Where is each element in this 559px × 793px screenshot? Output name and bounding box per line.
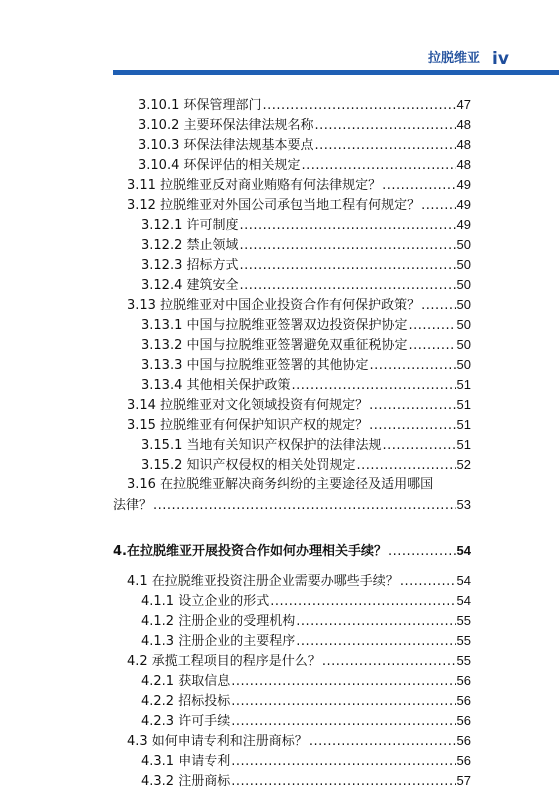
toc-leader-dots [239, 216, 455, 235]
toc-entry-3-13-4[interactable] [141, 375, 471, 395]
toc-entry-title: 4.1.2 注册企业的受理机构 [141, 614, 296, 629]
toc-entry-title: 3.13 拉脱维亚对中国企业投资合作有何保护政策？ [127, 298, 421, 313]
toc-leader-dots [301, 156, 455, 175]
toc-entry-3-12-2[interactable] [141, 235, 471, 255]
toc-leader-dots [421, 296, 455, 315]
toc-leader-dots [400, 572, 456, 591]
toc-entry-3-10-4[interactable] [138, 155, 471, 175]
toc-entry-title: 4.2.2 招标投标 [141, 694, 231, 709]
toc-leader-dots [314, 136, 455, 155]
toc-entry-title: 3.14 拉脱维亚对文化领域投资有何规定？ [127, 398, 369, 413]
toc-leader-dots [388, 542, 456, 561]
toc-entry-page: 54 [456, 593, 471, 608]
toc-entry-title: 3.12.4 建筑安全 [141, 278, 239, 293]
toc-entry-title: 4.1 在拉脱维亚投资注册企业需要办哪些手续？ [127, 574, 399, 589]
toc-entry-title: 3.10.4 环保评估的相关规定 [138, 158, 301, 173]
toc-entry-page: 50 [456, 257, 471, 272]
toc-entry-4-2-1[interactable] [141, 671, 471, 691]
toc-leader-dots [356, 456, 455, 475]
toc-entry-title: 4.1.1 设立企业的形式 [141, 594, 270, 609]
toc-entry-page: 57 [456, 773, 471, 788]
toc-entry-4-2-3[interactable] [141, 711, 471, 731]
toc-leader-dots [231, 712, 455, 731]
toc-entry-title: 4.在拉脱维亚开展投资合作如何办理相关手续？ [113, 544, 387, 559]
toc-entry-4-2-2[interactable] [141, 691, 471, 711]
toc-entry-title: 3.13.4 其他相关保护政策 [141, 378, 291, 393]
toc-entry-page: 52 [456, 457, 471, 472]
toc-leader-dots [239, 276, 455, 295]
toc-leader-dots [239, 256, 455, 275]
toc-entry-title: 3.15 拉脱维亚有何保护知识产权的规定？ [127, 418, 369, 433]
toc-entry-title: 3.11 拉脱维亚反对商业贿赂有何法律规定？ [127, 178, 382, 193]
toc-entry-title: 3.13.3 中国与拉脱维亚签署的其他协定 [141, 358, 369, 373]
toc-entry-3-16-line1[interactable] [127, 475, 433, 495]
toc-entry-page: 51 [456, 397, 471, 412]
toc-entry-3-12[interactable] [127, 195, 471, 215]
toc-entry-3-10-2[interactable] [138, 115, 471, 135]
toc-entry-title: 4.3.2 注册商标 [141, 774, 231, 789]
toc-leader-dots [239, 236, 455, 255]
toc-entry-title: 3.13.2 中国与拉脱维亚签署避免双重征税协定 [141, 338, 408, 353]
toc-entry-title: 4.3.1 申请专利 [141, 754, 231, 769]
toc-leader-dots [369, 356, 455, 375]
toc-entry-page: 56 [456, 673, 471, 688]
toc-entry-page: 51 [456, 377, 471, 392]
toc-entry-page: 55 [456, 613, 471, 628]
toc-entry-3-12-3[interactable] [141, 255, 471, 275]
toc-leader-dots [369, 416, 455, 435]
header-title: 拉脱维亚 [427, 51, 480, 66]
toc-entry-3-15-1[interactable] [141, 435, 471, 455]
toc-entry-page: 48 [456, 157, 471, 172]
toc-entry-3-10-3[interactable] [138, 135, 471, 155]
toc-entry-3-11[interactable] [127, 175, 471, 195]
toc-leader-dots [408, 336, 455, 355]
toc-entry-3-12-4[interactable] [141, 275, 471, 295]
toc-entry-3-10-1[interactable] [138, 95, 471, 115]
toc-entry-4-1-2[interactable] [141, 611, 471, 631]
toc-leader-dots [270, 592, 455, 611]
toc-entry-4-1-3[interactable] [141, 631, 471, 651]
toc-entry-page: 47 [456, 97, 471, 112]
toc-entry-page: 49 [456, 177, 471, 192]
toc-entry-title: 4.3 如何申请专利和注册商标？ [127, 734, 308, 749]
toc-leader-dots [408, 316, 455, 335]
toc-entry-title: 4.2.3 许可手续 [141, 714, 231, 729]
toc-entry-title: 3.15.2 知识产权侵权的相关处罚规定 [141, 458, 356, 473]
toc-entry-3-15-2[interactable] [141, 455, 471, 475]
toc-entry-title: 法律？ [113, 498, 153, 513]
toc-leader-dots [382, 436, 455, 455]
toc-entry-title: 3.10.3 环保法律法规基本要点 [138, 138, 314, 153]
toc-leader-dots [291, 376, 455, 395]
toc-entry-page: 55 [456, 633, 471, 648]
toc-entry-title: 3.10.1 环保管理部门 [138, 98, 262, 113]
toc-leader-dots [382, 176, 455, 195]
toc-leader-dots [296, 632, 455, 651]
toc-entry-3-13-1[interactable] [141, 315, 471, 335]
toc-entry-page: 50 [456, 357, 471, 372]
toc-entry-title: 3.12.1 许可制度 [141, 218, 239, 233]
toc-entry-page: 51 [456, 437, 471, 452]
toc-entry-title: 3.13.1 中国与拉脱维亚签署双边投资保护协定 [141, 318, 408, 333]
toc-leader-dots [262, 96, 455, 115]
header-page-number: iv [492, 49, 509, 69]
toc-leader-dots [369, 396, 455, 415]
toc-entry-3-12-1[interactable] [141, 215, 471, 235]
toc-entry-page: 54 [456, 543, 471, 558]
toc-entry-title: 3.12.2 禁止领域 [141, 238, 239, 253]
toc-entry-4-1[interactable] [127, 571, 471, 591]
toc-leader-dots [296, 612, 455, 631]
toc-entry-title: 3.16 在拉脱维亚解决商务纠纷的主要途径及适用哪国 [127, 477, 434, 492]
toc-entry-3-13-3[interactable] [141, 355, 471, 375]
toc-entry-3-14[interactable] [127, 395, 471, 415]
toc-entry-page: 49 [456, 217, 471, 232]
toc-entry-chapter-4[interactable] [113, 541, 471, 561]
toc-entry-3-13[interactable] [127, 295, 471, 315]
toc-entry-4-3[interactable] [127, 731, 471, 751]
toc-entry-page: 50 [456, 237, 471, 252]
toc-entry-4-2[interactable] [127, 651, 471, 671]
toc-leader-dots [314, 116, 455, 135]
toc-entry-title: 4.2.1 获取信息 [141, 674, 231, 689]
toc-entry-page: 56 [456, 753, 471, 768]
toc-entry-page: 50 [456, 337, 471, 352]
toc-entry-page: 51 [456, 417, 471, 432]
toc-leader-dots [231, 692, 455, 711]
toc-leader-dots [231, 752, 455, 771]
toc-entry-title: 3.12 拉脱维亚对外国公司承包当地工程有何规定？ [127, 198, 421, 213]
toc-entry-page: 49 [456, 197, 471, 212]
toc-entry-title: 3.12.3 招标方式 [141, 258, 239, 273]
toc-entry-title: 4.2 承揽工程项目的程序是什么？ [127, 654, 321, 669]
toc-entry-3-16-line2[interactable] [113, 495, 471, 515]
toc-entry-title: 3.15.1 当地有关知识产权保护的法律法规 [141, 438, 382, 453]
toc-leader-dots [322, 652, 456, 671]
toc-entry-4-3-1[interactable] [141, 751, 471, 771]
toc-entry-4-3-2[interactable] [141, 771, 471, 791]
toc-leader-dots [153, 496, 456, 515]
toc-leader-dots [421, 196, 455, 215]
toc-entry-title: 3.10.2 主要环保法律法规名称 [138, 118, 314, 133]
toc-entry-page: 48 [456, 137, 471, 152]
toc-entry-page: 56 [456, 713, 471, 728]
toc-entry-page: 54 [456, 573, 471, 588]
toc-entry-page: 50 [456, 317, 471, 332]
toc-entry-3-13-2[interactable] [141, 335, 471, 355]
toc-entry-page: 50 [456, 277, 471, 292]
toc-leader-dots [309, 732, 456, 751]
toc-entry-page: 56 [456, 693, 471, 708]
toc-entry-4-1-1[interactable] [141, 591, 471, 611]
toc-entry-page: 48 [456, 117, 471, 132]
toc-entry-page: 55 [456, 653, 471, 668]
toc-entry-page: 53 [456, 497, 471, 512]
toc-entry-title: 4.1.3 注册企业的主要程序 [141, 634, 296, 649]
toc-entry-page: 56 [456, 733, 471, 748]
toc-leader-dots [231, 772, 455, 791]
toc-entry-3-15[interactable] [127, 415, 471, 435]
toc-entry-page: 50 [456, 297, 471, 312]
toc-leader-dots [231, 672, 455, 691]
